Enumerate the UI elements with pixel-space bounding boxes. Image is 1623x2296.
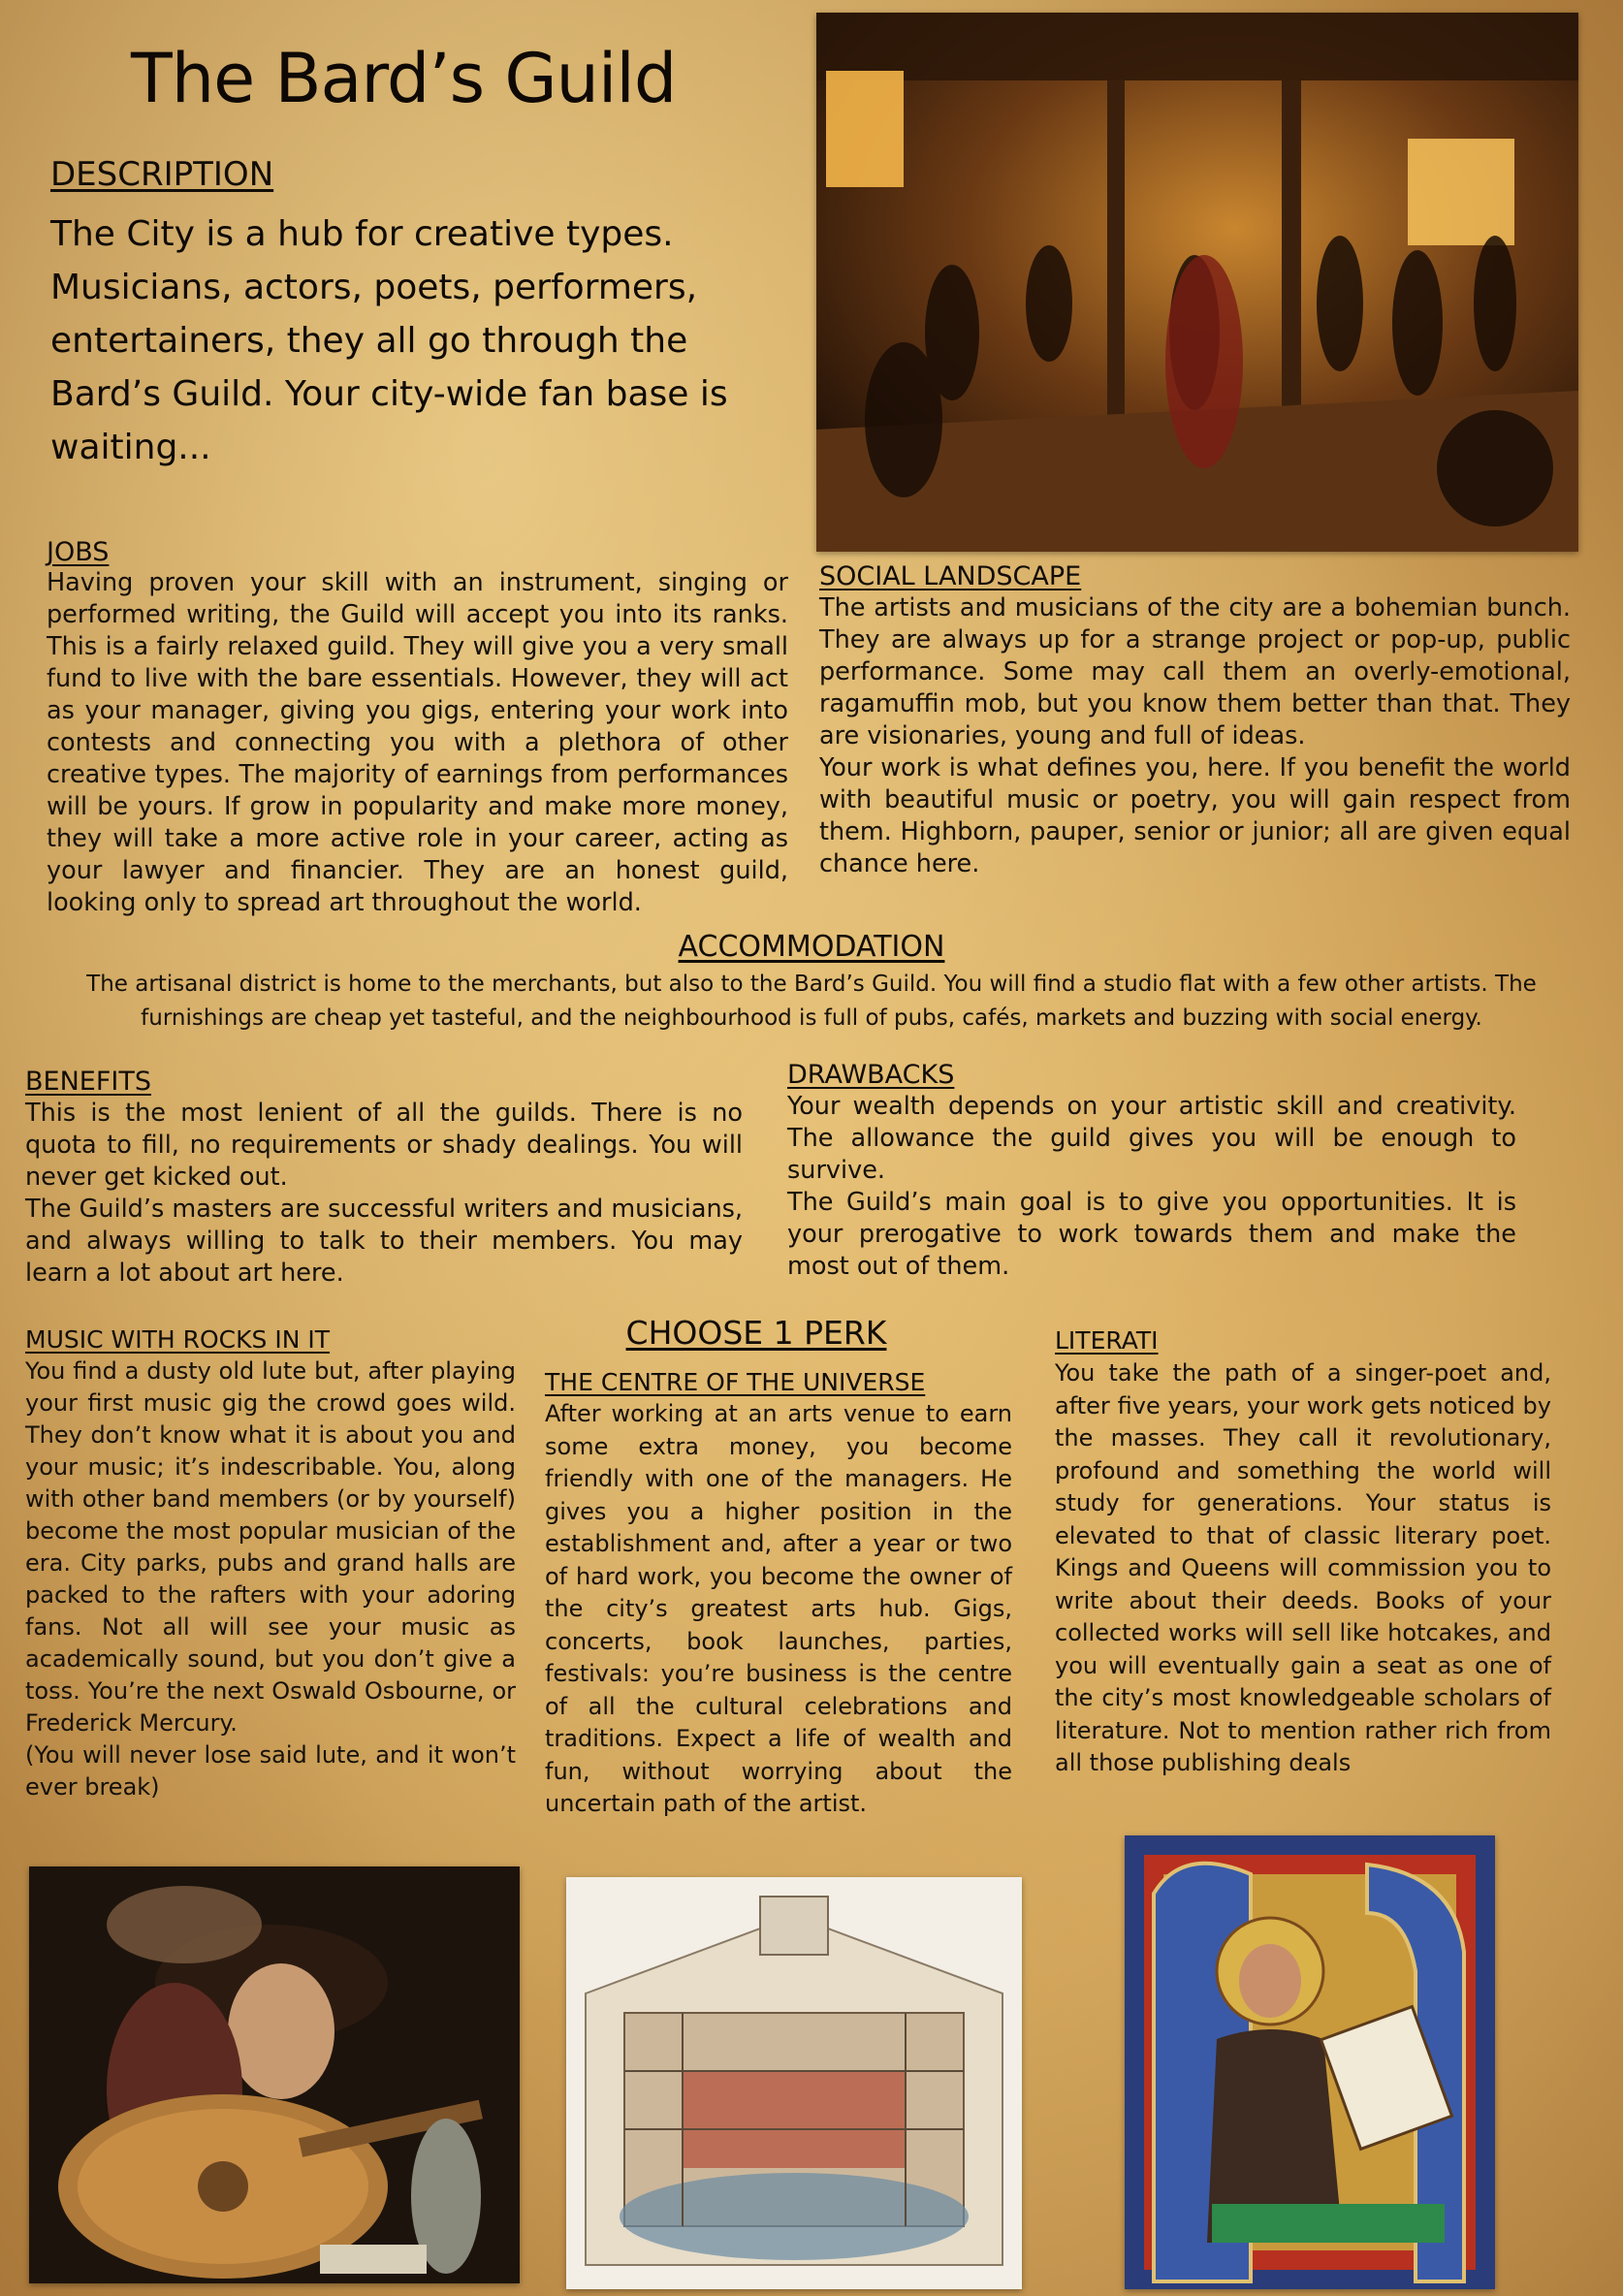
perk-heading: LITERATI (1055, 1326, 1159, 1355)
drawbacks-section (787, 1060, 1516, 1283)
benefits-paragraph: This is the most lenient of all the guilds. There is no quota to fill, no requirements or shady dealings. You will never get kicked out. (25, 1099, 743, 1192)
social-landscape-heading: SOCIAL LANDSCAPE (819, 561, 1082, 591)
description-heading: DESCRIPTION (50, 155, 274, 194)
drawbacks-paragraph: Your wealth depends on your artistic skill and creativity. The allowance the guild gives you will be enough to survive. (787, 1092, 1516, 1185)
accommodation-text: The artisanal district is home to the merchants, but also to the Bard’s Guild. You will find a studio flat with a few other artists. The furnishings are cheap yet tasteful, and the neighbourhood is full of pubs, cafés, markets and buzzing with social energy. (86, 972, 1537, 1031)
drawbacks-paragraph: The Guild’s main goal is to give you opportunities. It is your prerogative to work towards them and make the most out of them. (787, 1188, 1516, 1281)
accommodation-heading: ACCOMMODATION (678, 930, 945, 964)
perk-paragraph: You find a dusty old lute but, after playing your first music gig the crowd goes wild. They don’t know what it is about you and your music; it’s indescribable. You, along with other band members (or by yourself) become the most popular musician of the era. City parks, pubs and grand halls are packed to the rafters with your adoring fans. Not all will see your music as academically sound, but you don’t give a toss. You’re the next Oswald Osbourne, or Frederick Mercury. (25, 1357, 516, 1737)
perk-paragraph: (You will never lose said lute, and it won’t ever break) (25, 1741, 516, 1801)
description-section (50, 155, 787, 474)
social-landscape-paragraph: Your work is what defines you, here. If you benefit the world with beautiful music or poetry, you will gain respect from them. Highborn, pauper, senior or junior; all are given equal chance here. (819, 753, 1571, 878)
perk-paragraph: You take the path of a singer-poet and, after five years, your work gets noticed by the masses. They call it revolutionary, profound and something the world will study for generations. Your status is elevated to that of classic literary poet. Kings and Queens will commission you to write about their deeds. Books of your collected works will sell like hotcakes, and you will eventually gain a seat as one of the city’s most knowledgeable scholars of literature. Not to mention rather rich from all those publishing deals (1055, 1359, 1551, 1776)
illuminated-scribe-manuscript (1125, 1835, 1495, 2289)
perk-music-with-rocks (25, 1324, 516, 1803)
page-title: The Bard’s Guild (131, 39, 677, 118)
jobs-section (47, 538, 788, 919)
perk-literati (1055, 1324, 1551, 1780)
perk-paragraph: After working at an arts venue to earn some extra money, you become friendly with one of the managers. He gives you a higher position in the establishment and, after a year or two of hard work, you become the owner of the city’s greatest arts hub. Gigs, concerts, book launches, parties, festivals: you’re business is the centre of all the cultural celebrations and traditions. Expect a life of wealth and fun, without worrying about the uncertain path of the artist. (545, 1400, 1012, 1817)
description-text: The City is a hub for creative types. Musicians, actors, poets, performers, entertainers, they all go through the Bard’s Guild. Your city-wide fan base is waiting... (50, 214, 728, 467)
choose-perk-heading: CHOOSE 1 PERK (625, 1314, 887, 1352)
jobs-heading: JOBS (47, 537, 110, 567)
tavern-illustration (816, 13, 1578, 552)
lute-player-painting (29, 1866, 520, 2283)
benefits-section (25, 1067, 743, 1290)
benefits-heading: BENEFITS (25, 1067, 151, 1097)
social-landscape-section (819, 561, 1571, 880)
benefits-paragraph: The Guild’s masters are successful writers and musicians, and always willing to talk to their members. You may learn a lot about art here. (25, 1195, 743, 1288)
drawbacks-heading: DRAWBACKS (787, 1060, 955, 1090)
jobs-text: Having proven your skill with an instrument, singing or performed writing, the Guild will accept you into its ranks. This is a fairly relaxed guild. They will give you a very small fund to live with the bare essentials. However, they will act as your manager, giving you gigs, entering your work into contests and connecting you with a plethora of other creative types. The majority of earnings from performances will be yours. If grow in popularity and make more money, they will take a more active role in your career, acting as your lawyer and financier. They are an honest guild, looking only to spread art throughout the world. (47, 568, 788, 917)
accommodation-section (39, 929, 1584, 1036)
perk-centre-of-universe (545, 1367, 1012, 1821)
social-landscape-paragraph: The artists and musicians of the city are a bohemian bunch. They are always up for a strange project or pop-up, public performance. Some may call them an overly-emotional, ragamuffin mob, but you know them better than that. They are visionaries, young and full of ideas. (819, 593, 1571, 750)
perk-heading: THE CENTRE OF THE UNIVERSE (545, 1368, 926, 1396)
perk-heading: MUSIC WITH ROCKS IN IT (25, 1325, 331, 1354)
globe-theatre-illustration (566, 1877, 1022, 2289)
